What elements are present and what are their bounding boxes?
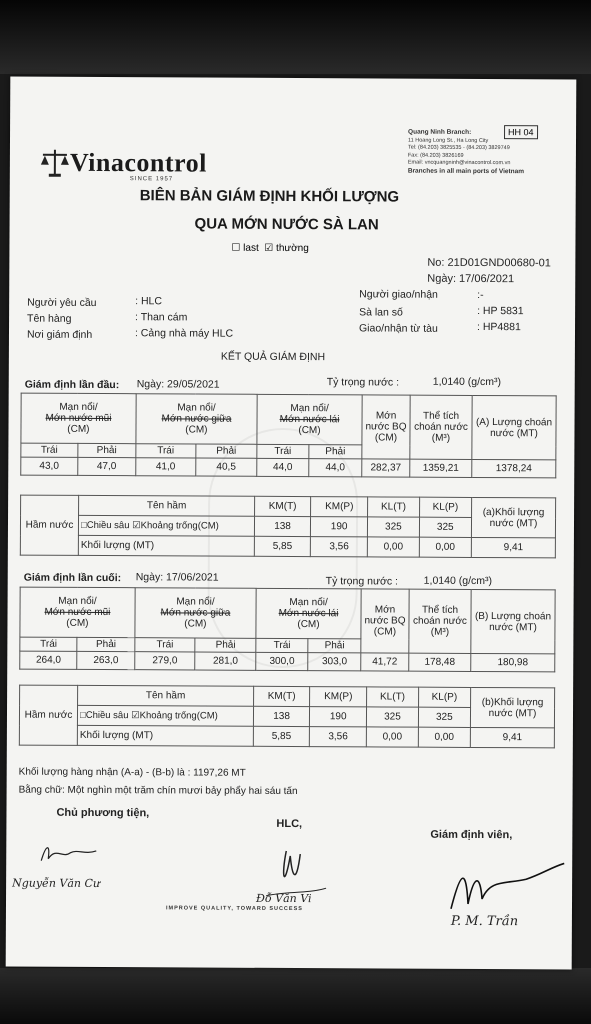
last-density-value [424,575,492,587]
depth-value: 138 [254,516,310,536]
col-right: Phải [309,445,362,459]
result-a-header: (A) Lượng choán nước (MT) [472,395,556,459]
hold-total-header: (b)Khối lượng nước (MT) [470,687,554,727]
depth-value: 325 [418,707,470,727]
first-survey-date: Ngày: 29/05/2021 [136,378,220,391]
deliver-label: Người giao/nhận [359,288,438,301]
mass-total: 9,41 [470,727,554,747]
first-density: 1,0140 [432,375,465,388]
branch-email: Email: vncquangninh@vinacontrol.com.vn [407,159,511,167]
mass-value: 5,85 [253,726,309,746]
branch-address: 11 Hoang Long St., Ha Long City [407,137,489,144]
doc-date: Ngày: 17/06/2021 [427,272,515,286]
result-title: KẾT QUẢ GIÁM ĐỊNH [220,350,326,364]
last-density-label: Tỷ trọng nước : [325,575,399,588]
value-cell: 1359,21 [410,459,472,477]
vol-header [409,589,471,653]
value-cell: 180,98 [471,653,555,671]
inspector-name: P. M. Trần [450,913,519,930]
signer-owner: Chủ phương tiện, [56,806,150,820]
slogan: IMPROVE QUALITY, TOWARD SUCCESS [165,905,303,913]
hold-col: KL(T) [368,497,419,517]
owner-signature [36,839,116,869]
fwd-header-top: Mạn nổi/ [59,401,98,413]
depth-label: □Chiều sâu ☑Khoảng trống(CM) [77,705,253,726]
mid-header-unit: (CM) [184,618,207,630]
document-title-line1: BIÊN BẢN GIÁM ĐỊNH KHỐI LƯỢNG [139,187,400,206]
depth-value: 325 [368,517,419,537]
fwd-header [21,393,136,444]
col-left: Trái [257,444,309,458]
col-right: Phải [196,444,257,458]
background-bottom [0,968,591,1024]
mid-header-bottom: Mớn nước giữa [160,607,231,619]
hold-col: KM(P) [310,687,367,707]
first-density-label: Tỷ trọng nước : [326,376,400,389]
mid-header-unit: (CM) [185,424,208,436]
fwd-header-unit: (CM) [67,423,90,435]
branch-tel: Tel: (84.203) 3825535 - (84.203) 3829749 [407,144,510,152]
barge-label: Sà lan số [359,306,403,319]
goods-value: : Than cám [135,311,188,324]
owner-name: Nguyễn Văn Cư [12,876,101,891]
mass-value: 5,85 [254,536,310,556]
col-right: Phải [195,638,256,652]
hold-col: KM(P) [311,497,368,517]
hold-col: KL(T) [367,687,418,707]
mass-value: 0,00 [418,727,470,747]
value-cell: 40,5 [196,458,257,476]
depth-value: 325 [419,517,471,537]
from-label: Giao/nhận từ tàu [358,322,438,335]
col-right: Phải [78,443,136,457]
depth-value: 325 [367,707,418,727]
bq-header: Mớn nước BQ (CM) [361,589,409,653]
depth-label: □Chiều sâu ☑Khoảng trống(CM) [78,515,254,536]
company-name: Vinacontrol [69,147,207,178]
first-density-unit: (g/cm³) [467,375,502,389]
value-cell: 43,0 [21,457,78,475]
place-label: Nơi giám định [26,328,93,341]
aft-header-top: Mạn nổi/ [289,596,328,609]
type-options [231,243,308,254]
requester-label: Người yêu cầu [27,296,97,309]
col-left: Trái [256,638,309,652]
hold-col: KL(P) [418,687,470,707]
bq-header: Mớn nước BQ (CM) [362,395,410,459]
col-left: Trái [136,444,196,458]
depth-value: 138 [253,706,309,726]
checkbox-checked-icon: ☑ [264,242,274,254]
depth-value: 190 [310,707,367,727]
fwd-header-bottom: Mớn nước mũi [44,606,111,619]
mass-total: 9,41 [471,537,555,557]
document-page [6,77,577,970]
hold-row-label: Hầm nước [19,685,77,745]
fwd-header-top: Mạn nổi/ [58,595,97,607]
first-draft-table [20,393,556,479]
vol-header-unit: (M³) [431,432,451,444]
option-last: last [243,242,259,254]
vol-header-text: Thể tích choán nước [414,410,468,433]
aft-header-unit: (CM) [297,619,320,631]
value-cell: 279,0 [135,652,196,670]
mass-value: 0,00 [419,537,471,557]
mass-value: 0,00 [367,727,418,747]
requester-value: : HLC [135,295,163,308]
signer-hlc: HLC, [276,817,303,831]
mass-label: Khối lượng (MT) [78,535,254,556]
mass-value: 0,00 [368,537,419,557]
value-cell: 263,0 [77,651,135,669]
last-survey-date: Ngày: 17/06/2021 [135,571,219,584]
col-right: Phải [77,637,134,651]
first-survey-label: Giám định lần đầu: [24,378,120,392]
inspector-signature [446,859,566,920]
mass-value: 3,56 [309,727,366,747]
branch-name: Quang Ninh Branch: [408,128,472,136]
value-cell: 41,72 [361,653,409,671]
vol-header-text: Thể tích choán nước [413,604,467,627]
goods-label: Tên hàng [27,312,72,325]
fwd-header [20,587,135,638]
last-draft-table [19,587,555,673]
branch-fax: Fax: (84.203) 3826169 [407,152,464,159]
summary-formula: Khối lượng hàng nhận (A-a) - (B-b) là : 1197,26 MT [18,766,246,779]
value-cell: 264,0 [20,651,78,669]
barge-value: : HP 5831 [477,304,524,318]
value-cell: 281,0 [195,652,256,670]
fwd-header-unit: (CM) [66,617,89,629]
mid-header-top: Mạn nổi/ [176,596,215,608]
hold-col: KM(T) [255,496,311,516]
last-survey-label: Giám định lần cuối: [23,571,122,585]
mid-header-top: Mạn nổi/ [177,402,216,414]
option-normal: thường [276,242,309,255]
aft-header [257,394,362,445]
mid-header [135,588,256,639]
aft-header-unit: (CM) [298,425,321,437]
hold-total-header: (a)Khối lượng nước (MT) [471,497,555,537]
mass-label: Khối lượng (MT) [77,725,253,746]
col-left: Trái [21,443,78,457]
value-cell: 41,0 [136,458,196,476]
value-cell: 44,0 [309,459,362,477]
vinacontrol-logo [40,147,207,183]
mass-value: 3,56 [310,537,367,557]
value-cell: 44,0 [257,458,309,476]
company-since: SINCE 1957 [129,176,174,183]
hold-col: KM(T) [254,686,310,706]
aft-header-bottom: Mớn nước lái [279,413,340,426]
aft-header-bottom: Mớn nước lái [278,607,339,620]
value-cell: 178,48 [409,653,471,671]
vol-header [410,395,472,459]
summary-words: Bằng chữ: Một nghìn một trăm chín mươi bảy phẩy hai sáu tấn [18,784,298,798]
document-title-line2: QUA MỚN NƯỚC SÀ LAN [194,215,379,234]
last-hold-table [19,685,555,749]
signer-inspector: Giám định viên, [430,828,513,842]
last-density: 1,0140 [423,574,456,587]
hlc-name: Đỗ Văn Vi [256,891,312,906]
col-right: Phải [308,639,361,653]
hold-name-header: Tên hầm [78,685,254,706]
vol-header-unit: (M³) [430,626,450,638]
deliver-value: :- [477,288,484,302]
aft-header [256,588,361,639]
result-b-header: (B) Lượng choán nước (MT) [471,589,555,653]
col-left: Trái [20,637,77,651]
hold-col: KL(P) [419,497,471,517]
form-code-box: HH 04 [504,125,538,139]
from-value: : HP4881 [476,320,521,334]
value-cell: 1378,24 [472,459,556,477]
scales-icon [40,147,70,179]
mid-header-bottom: Mớn nước giữa [161,413,232,425]
last-density-unit: (g/cm³) [458,574,493,588]
place-value: : Cảng nhà máy HLC [134,327,234,340]
depth-value: 190 [311,517,368,537]
value-cell: 47,0 [78,457,136,475]
col-left: Trái [135,638,196,652]
value-cell: 282,37 [362,459,410,477]
value-cell: 303,0 [308,653,361,671]
aft-header-top: Mạn nổi/ [290,402,329,415]
value-cell: 300,0 [256,652,309,670]
first-density-value [433,376,501,388]
doc-number: No: 21D01GND00680-01 [427,256,551,270]
hold-name-header: Tên hầm [79,495,255,516]
mid-header [136,394,257,445]
checkbox-empty-icon: ☐ [231,242,241,254]
hold-row-label: Hầm nước [20,495,78,555]
first-hold-table [20,495,556,559]
fwd-header-bottom: Mớn nước mũi [45,412,112,425]
branch-network: Branches in all main ports of Vietnam [407,167,525,175]
background-top [0,0,591,74]
